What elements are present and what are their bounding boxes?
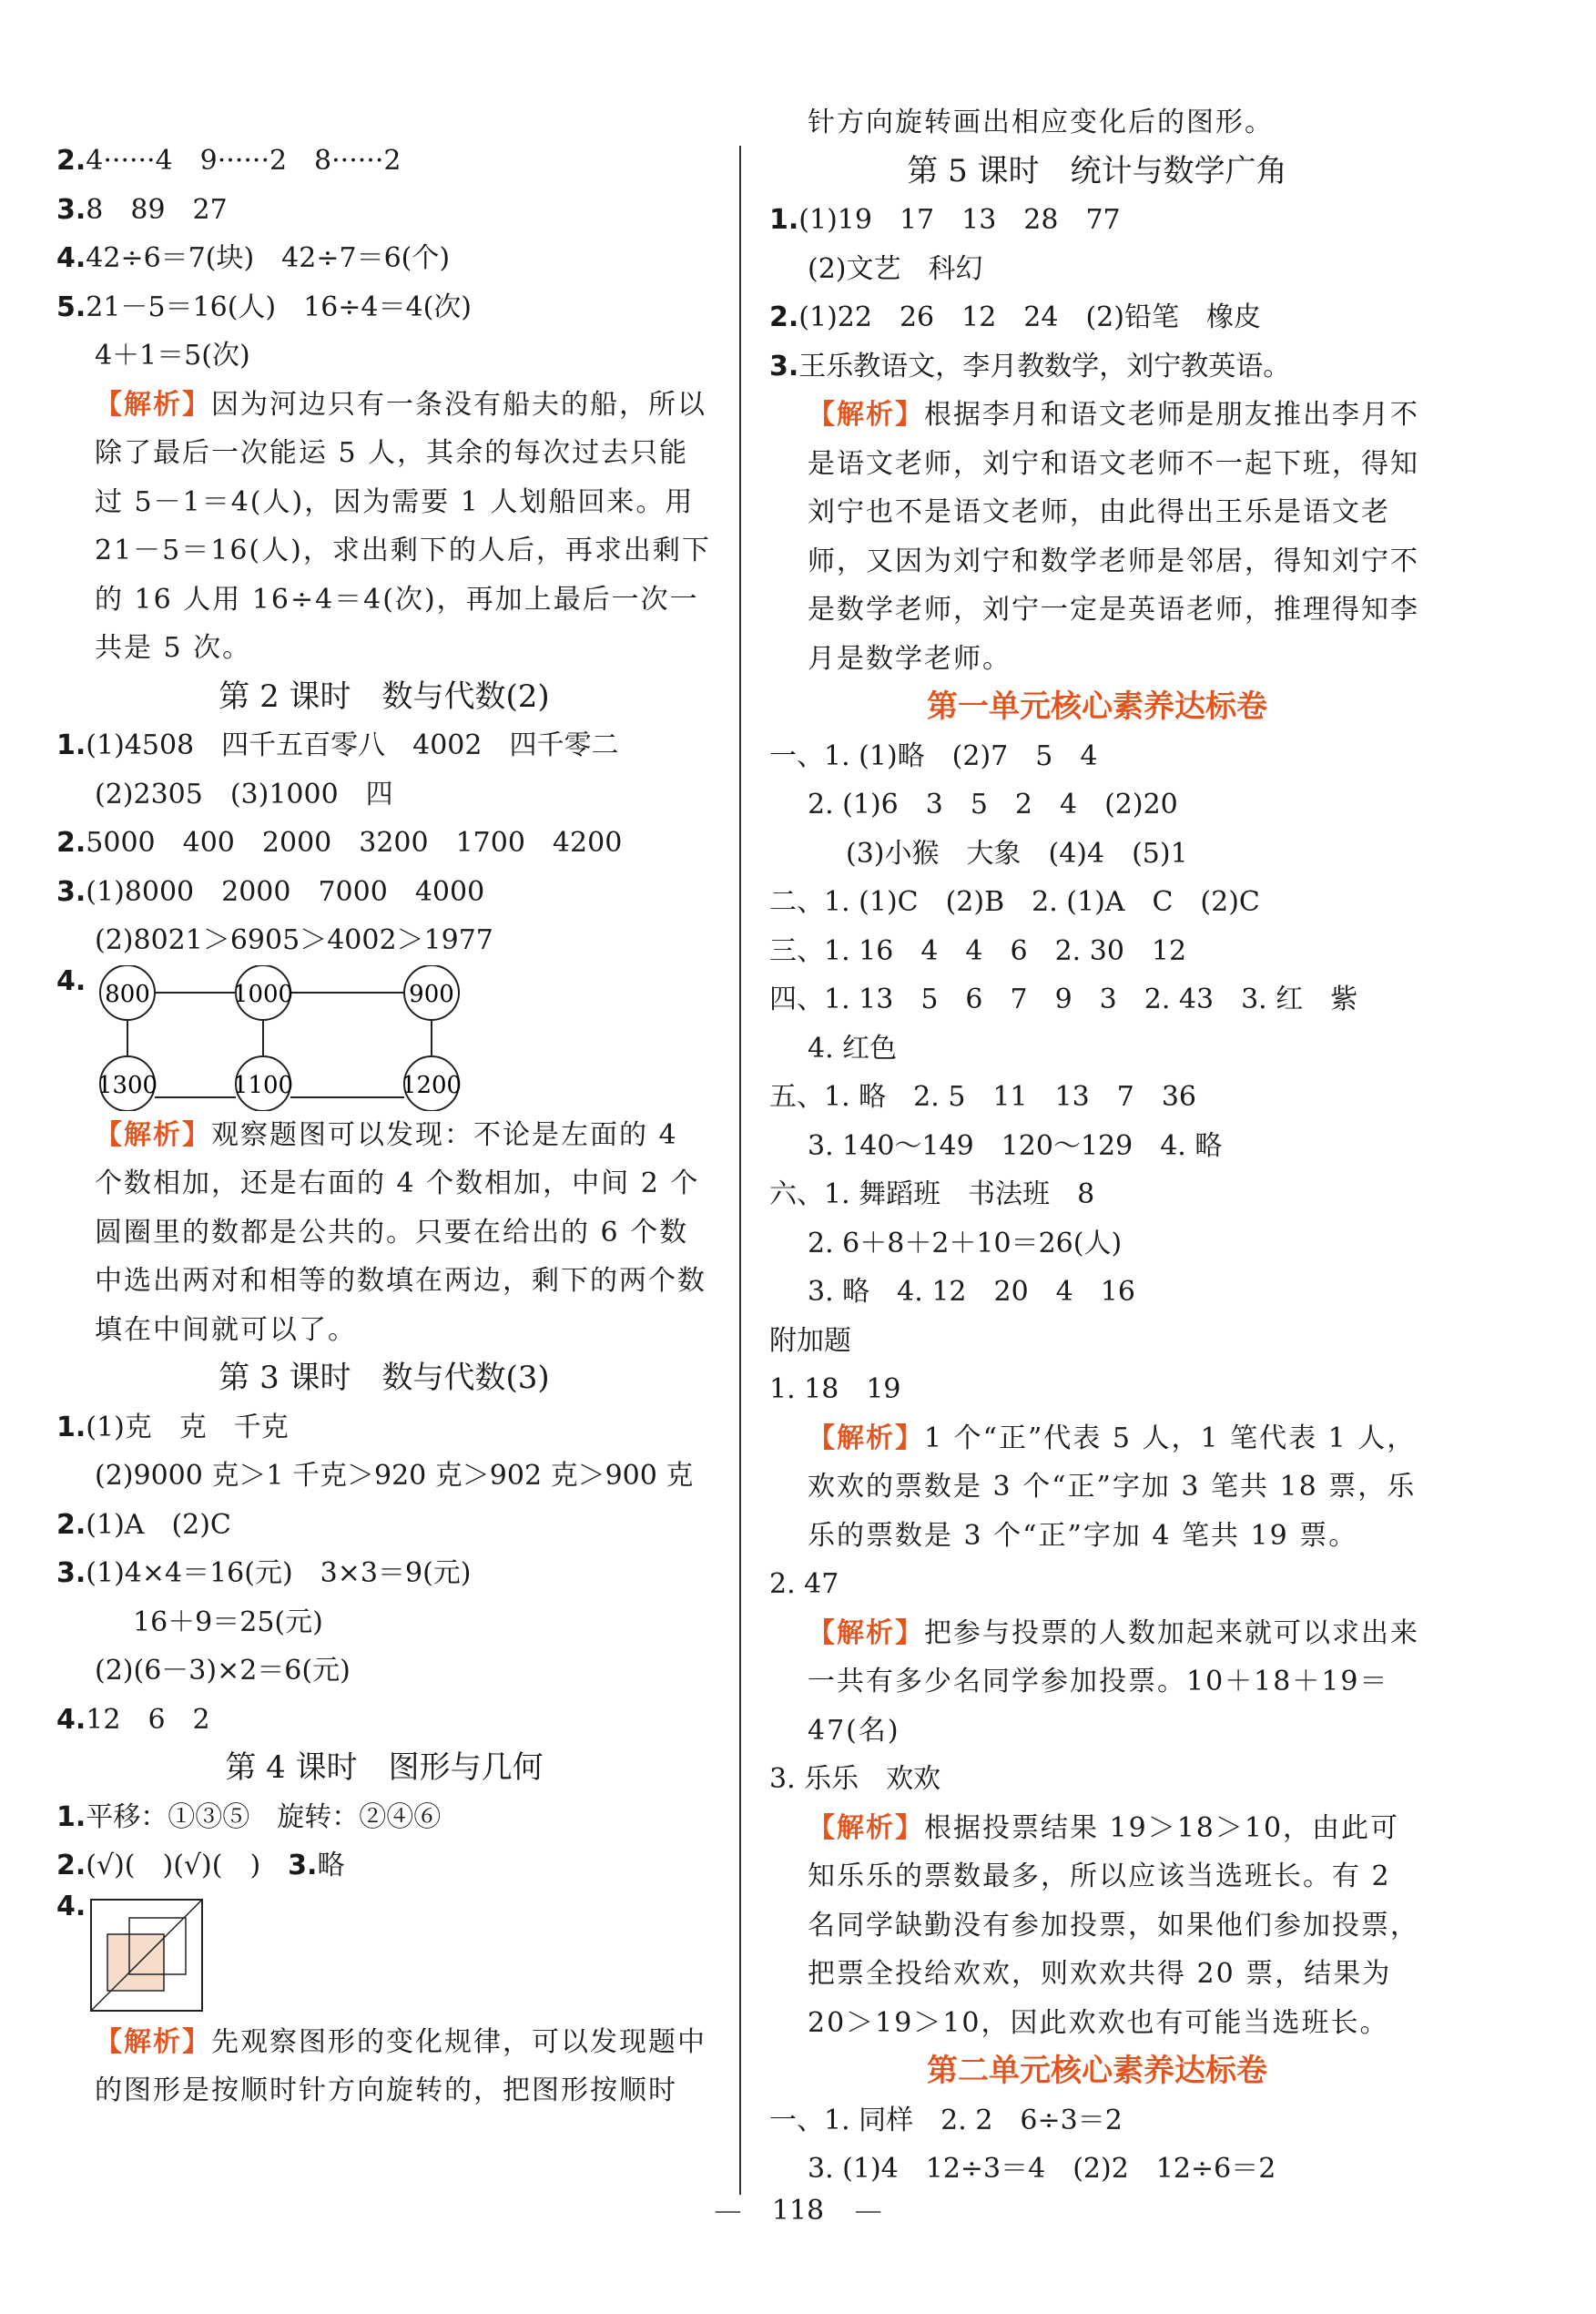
answer-line: 1.(1)克 克 千克 bbox=[56, 1411, 289, 1443]
analysis-paragraph: 【解析】先观察图形的变化规律，可以发现题中的图形是按顺时针方向旋转的，把图形按顺时 bbox=[95, 2025, 707, 2106]
bonus-heading: 附加题 bbox=[769, 1324, 851, 1357]
left-column bbox=[56, 137, 712, 2115]
answer-line: (2)(6－3)×2＝6(元) bbox=[95, 1655, 351, 1687]
answer-line: 2. 47 bbox=[769, 1568, 839, 1600]
answer-line: 3.王乐教语文，李月教数学，刘宁教英语。 bbox=[769, 350, 1291, 382]
answer-line: (3)小猴 大象 (4)4 (5)1 bbox=[846, 837, 1188, 870]
answer-line: 2. 6＋8＋2＋10＝26(人) bbox=[808, 1227, 1123, 1259]
answer-line: 3.8 89 27 bbox=[56, 193, 228, 226]
answer-line: 五、1. 略 2. 5 11 13 7 36 bbox=[769, 1081, 1197, 1113]
answer-line: 一、1. 同样 2. 2 6÷3＝2 bbox=[769, 2104, 1123, 2136]
svg-text:800: 800 bbox=[105, 980, 150, 1008]
answer-line: 3. (1)4 12÷3＝4 (2)2 12÷6＝2 bbox=[808, 2153, 1276, 2185]
answer-line: 四、1. 13 5 6 7 9 3 2. 43 3. 红 紫 bbox=[769, 984, 1358, 1015]
answer-line: 2.4······4 9······2 8······2 bbox=[56, 145, 402, 177]
svg-text:1100: 1100 bbox=[232, 1071, 294, 1099]
section-heading: 第 2 课时 数与代数(2) bbox=[219, 678, 550, 715]
answer-line: 2.5000 400 2000 3200 1700 4200 bbox=[56, 827, 623, 859]
analysis-paragraph: 【解析】根据投票结果 19＞18＞10，由此可知乐乐的票数最多，所以应该当选班长。有 2 名同学缺勤没有参加投票，如果他们参加投票，把票全投给欢欢，则欢欢共得 20 票，结果为 20＞19＞10，因此欢欢也有可能当选班长。 bbox=[808, 1811, 1419, 2039]
continued-text: 针方向旋转画出相应变化后的图形。 bbox=[808, 107, 1274, 138]
unit-test-heading: 第二单元核心素养达标卷 bbox=[927, 2053, 1267, 2089]
section-heading: 第 3 课时 数与代数(3) bbox=[219, 1360, 550, 1396]
analysis-tag: 【解析】 bbox=[808, 399, 924, 431]
circle-node bbox=[97, 1056, 158, 1111]
answer-line: 一、1. (1)略 (2)7 5 4 bbox=[769, 739, 1098, 772]
answer-line: 1.(1)19 17 13 28 77 bbox=[769, 204, 1121, 236]
rotation-figure bbox=[89, 1898, 208, 2016]
answer-line: 2.(1)22 26 12 24 (2)铅笔 橡皮 bbox=[769, 301, 1261, 333]
answer-line: 3. 略 4. 12 20 4 16 bbox=[808, 1276, 1135, 1308]
page-footer: — 118 — bbox=[714, 2195, 882, 2227]
answer-line: 4＋1＝5(次) bbox=[95, 340, 250, 372]
analysis-paragraph: 【解析】根据李月和语文老师是朋友推出李月不是语文老师，刘宁和语文老师不一起下班，得知刘宁也不是语文老师，由此得出王乐是语文老师，又因为刘宁和数学老师是邻居，得知刘宁不是数学老师，刘宁一定是英语老师，推理得知李月是数学老师。 bbox=[808, 399, 1419, 675]
circle-node bbox=[233, 1056, 293, 1111]
answer-line: 3. 乐乐 欢欢 bbox=[769, 1763, 941, 1795]
answer-line: (2)文艺 科幻 bbox=[808, 252, 983, 285]
analysis-paragraph: 【解析】观察题图可以发现：不论是左面的 4 个数相加，还是右面的 4 个数相加，中间 2 个圆圈里的数都是公共的。只要在给出的 6 个数中选出两对和相等的数填在两边，剩下的两个数填在中间就可以了。 bbox=[95, 1118, 707, 1346]
answer-line: (2)2305 (3)1000 四 bbox=[95, 778, 393, 810]
circle-diagram-block: 4. 800 1000 900 1300 1100 1200 bbox=[56, 965, 712, 1111]
answer-line: 5.21－5＝16(人) 16÷4＝4(次) bbox=[56, 291, 473, 323]
answer-line: 三、1. 16 4 4 6 2. 30 12 bbox=[769, 934, 1187, 967]
svg-text:1300: 1300 bbox=[97, 1071, 158, 1099]
circle-node bbox=[233, 965, 293, 1020]
answer-line: 3.(1)8000 2000 7000 4000 bbox=[56, 875, 485, 908]
analysis-paragraph: 【解析】因为河边只有一条没有船夫的船，所以除了最后一次能运 5 人，其余的每次过去只能过 5－1＝4(人)，因为需要 1 人划船回来。用 21－5＝16(人)，求出剩下的人后，再求出剩下的 16 人用 16÷4＝4(次)，再加上最后一次一共是 5 次。 bbox=[95, 388, 711, 664]
column-divider bbox=[739, 146, 741, 2195]
answer-line: 1.(1)4508 四千五百零八 4002 四千零二 bbox=[56, 729, 619, 761]
answer-line: (2)8021＞6905＞4002＞1977 bbox=[95, 924, 493, 956]
circle-node bbox=[402, 1056, 462, 1111]
analysis-tag: 【解析】 bbox=[95, 388, 211, 421]
circle-node bbox=[404, 965, 459, 1020]
analysis-tag: 【解析】 bbox=[808, 1811, 924, 1844]
page-number: 118 bbox=[771, 2195, 825, 2227]
unit-test-heading: 第一单元核心素养达标卷 bbox=[927, 688, 1267, 725]
analysis-paragraph: 【解析】1 个“正”代表 5 人，1 笔代表 1 人，欢欢的票数是 3 个“正”字加 3 笔共 18 票，乐乐的票数是 3 个“正”字加 4 笔共 19 票。 bbox=[808, 1422, 1417, 1552]
answer-line: 16＋9＝25(元) bbox=[133, 1606, 323, 1638]
answer-line: 4.42÷6＝7(块) 42÷7＝6(个) bbox=[56, 242, 451, 274]
answer-line: 3. 140～149 120～129 4. 略 bbox=[808, 1129, 1223, 1162]
answer-line: 2.(1)A (2)C bbox=[56, 1508, 231, 1541]
svg-text:1200: 1200 bbox=[401, 1071, 463, 1099]
analysis-tag: 【解析】 bbox=[808, 1422, 924, 1454]
answer-line: 4.12 6 2 bbox=[56, 1703, 210, 1736]
answer-line: 1. 18 19 bbox=[769, 1373, 901, 1405]
svg-text:1000: 1000 bbox=[232, 980, 294, 1008]
answer-line: 1.平移：①③⑤ 旋转：②④⑥ bbox=[56, 1800, 442, 1833]
svg-text:900: 900 bbox=[409, 980, 454, 1008]
circle-node bbox=[100, 965, 155, 1020]
answer-line: 六、1. 舞蹈班 书法班 8 bbox=[769, 1178, 1095, 1210]
rotation-figure-block: 4. bbox=[56, 1891, 712, 2018]
analysis-paragraph: 【解析】把参与投票的人数加起来就可以求出来一共有多少名同学参加投票。10＋18＋19＝47(名) bbox=[808, 1616, 1419, 1747]
analysis-tag: 【解析】 bbox=[808, 1616, 924, 1649]
answer-line: 2. (1)6 3 5 2 4 (2)20 bbox=[808, 789, 1178, 821]
analysis-tag: 【解析】 bbox=[95, 1118, 211, 1151]
answer-line: 4. 红色 bbox=[808, 1032, 898, 1065]
answer-line: 二、1. (1)C (2)B 2. (1)A C (2)C bbox=[769, 886, 1260, 918]
right-column bbox=[769, 107, 1425, 2194]
answer-line: 2.(√)( )(√)( ) 3.略 bbox=[56, 1850, 345, 1881]
analysis-tag: 【解析】 bbox=[95, 2025, 211, 2058]
circle-diagram bbox=[89, 965, 544, 1111]
section-heading: 第 5 课时 统计与数学广角 bbox=[907, 152, 1287, 189]
answer-line: (2)9000 克＞1 千克＞920 克＞902 克＞900 克 bbox=[95, 1460, 694, 1492]
section-heading: 第 4 课时 图形与几何 bbox=[225, 1749, 544, 1786]
answer-line: 3.(1)4×4＝16(元) 3×3＝9(元) bbox=[56, 1557, 472, 1589]
